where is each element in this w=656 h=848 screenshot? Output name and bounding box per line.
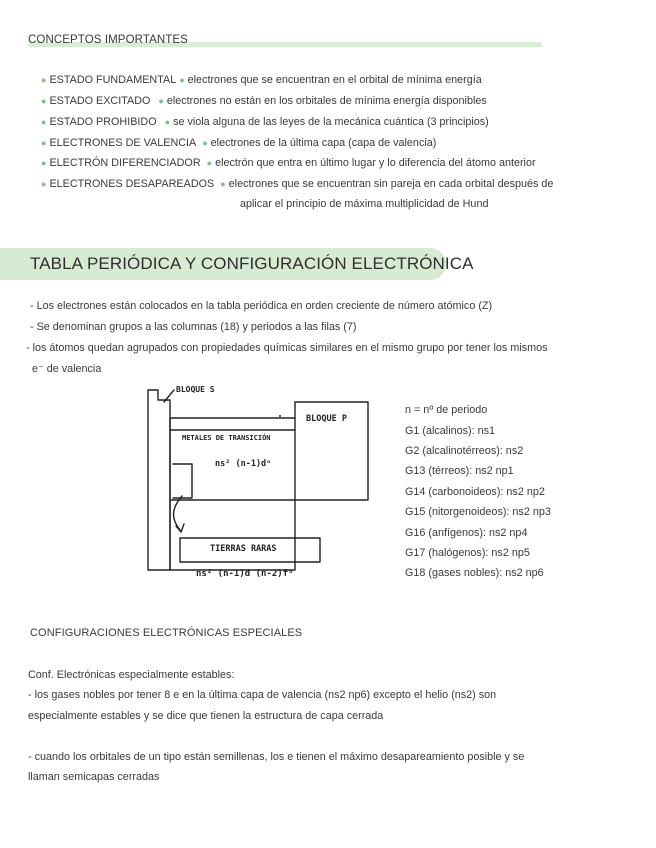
bullet-dot: ● bbox=[41, 117, 47, 127]
section-heading-conceptos: CONCEPTOS IMPORTANTES bbox=[28, 34, 188, 46]
paragraph-line: especialmente estables y se dice que tienen la estructura de capa cerrada bbox=[28, 710, 384, 722]
group-config-line: n = nº de periodo bbox=[405, 404, 488, 416]
diagram-label-metales: METALES DE TRANSICIÓN bbox=[182, 434, 271, 442]
concept-item: ● ELECTRONES DESAPAREADOS ● electrones que se encuentran sin pareja en cada orbital después de bbox=[41, 178, 554, 190]
group-config-line: G14 (carbonoideos): ns2 np2 bbox=[405, 486, 545, 498]
bullet-dot: ● bbox=[41, 158, 47, 168]
concept-continuation: aplicar el principio de máxima multiplicidad de Hund bbox=[240, 198, 489, 210]
bullet-dot: ● bbox=[158, 96, 164, 106]
bullet-dot: ● bbox=[220, 179, 226, 189]
concept-item: ● ESTADO PROHIBIDO ● se viola alguna de las leyes de la mecánica cuántica (3 principios) bbox=[41, 116, 489, 128]
concept-item: ● ELECTRÓN DIFERENCIADOR ● electrón que entra en último lugar y lo diferencia del átomo anterior bbox=[41, 157, 536, 169]
diagram-label-tierras-raras: TIERRAS RARAS bbox=[210, 544, 277, 554]
section-title-tabla: TABLA PERIÓDICA Y CONFIGURACIÓN ELECTRÓNICA bbox=[30, 254, 474, 273]
paragraph-line: - Los electrones están colocados en la tabla periódica en orden creciente de número atómico (Z) bbox=[30, 300, 493, 312]
paragraph-line: llaman semicapas cerradas bbox=[28, 771, 160, 783]
group-config-line: G17 (halógenos): ns2 np5 bbox=[405, 547, 530, 559]
bullet-dot: ● bbox=[41, 75, 47, 85]
paragraph-line: - los átomos quedan agrupados con propiedades químicas similares en el mismo grupo por tener los mismos bbox=[26, 342, 548, 354]
bullet-dot: ● bbox=[202, 138, 208, 148]
group-config-line: G2 (alcalinotérreos): ns2 bbox=[405, 445, 524, 457]
concept-item: ● ESTADO EXCITADO ● electrones no están en los orbitales de mínima energía disponibles bbox=[41, 95, 487, 107]
bullet-dot: ● bbox=[179, 75, 185, 85]
group-config-line: G15 (nitorgenoideos): ns2 np3 bbox=[405, 506, 551, 518]
group-config-line: G16 (anfígenos): ns2 np4 bbox=[405, 527, 528, 539]
paragraph-line: - cuando los orbitales de un tipo están semillenas, los e tienen el máximo desapareamiento posible y se bbox=[28, 751, 525, 763]
bullet-dot: ● bbox=[41, 179, 47, 189]
section-heading-configuraciones: CONFIGURACIONES ELECTRÓNICAS ESPECIALES bbox=[30, 627, 303, 639]
paragraph-line: Conf. Electrónicas especialmente estables: bbox=[28, 669, 235, 681]
paragraph-line: - Se denominan grupos a las columnas (18) y periodos a las filas (7) bbox=[30, 321, 357, 333]
periodic-table-diagram bbox=[140, 380, 380, 590]
paragraph-line: - los gases nobles por tener 8 e en la última capa de valencia (ns2 np6) excepto el helio (ns2) son bbox=[28, 689, 497, 701]
diagram-label-bloque-p: BLOQUE P bbox=[306, 414, 347, 424]
group-config-line: G13 (térreos): ns2 np1 bbox=[405, 465, 514, 477]
group-config-line: G1 (alcalinos): ns1 bbox=[405, 425, 496, 437]
bullet-dot: ● bbox=[164, 117, 171, 127]
diagram-formula-tierras: ns² (n-1)d (n-2)fⁿ bbox=[196, 569, 294, 579]
diagram-label-bloque-s: BLOQUE S bbox=[176, 385, 215, 394]
diagram-formula-metales: ns² (n-1)dⁿ bbox=[215, 459, 272, 469]
stray-dot bbox=[279, 415, 281, 417]
concept-item: ● ELECTRONES DE VALENCIA ● electrones de la última capa (capa de valencia) bbox=[41, 137, 437, 149]
concept-item: ● ESTADO FUNDAMENTAL ● electrones que se encuentran en el orbital de mínima energía bbox=[41, 74, 482, 86]
bullet-dot: ● bbox=[206, 158, 213, 168]
bullet-dot: ● bbox=[41, 138, 47, 148]
bullet-dot: ● bbox=[41, 96, 47, 106]
group-config-line: G18 (gases nobles): ns2 np6 bbox=[405, 567, 544, 579]
paragraph-line: e⁻ de valencia bbox=[32, 363, 102, 375]
